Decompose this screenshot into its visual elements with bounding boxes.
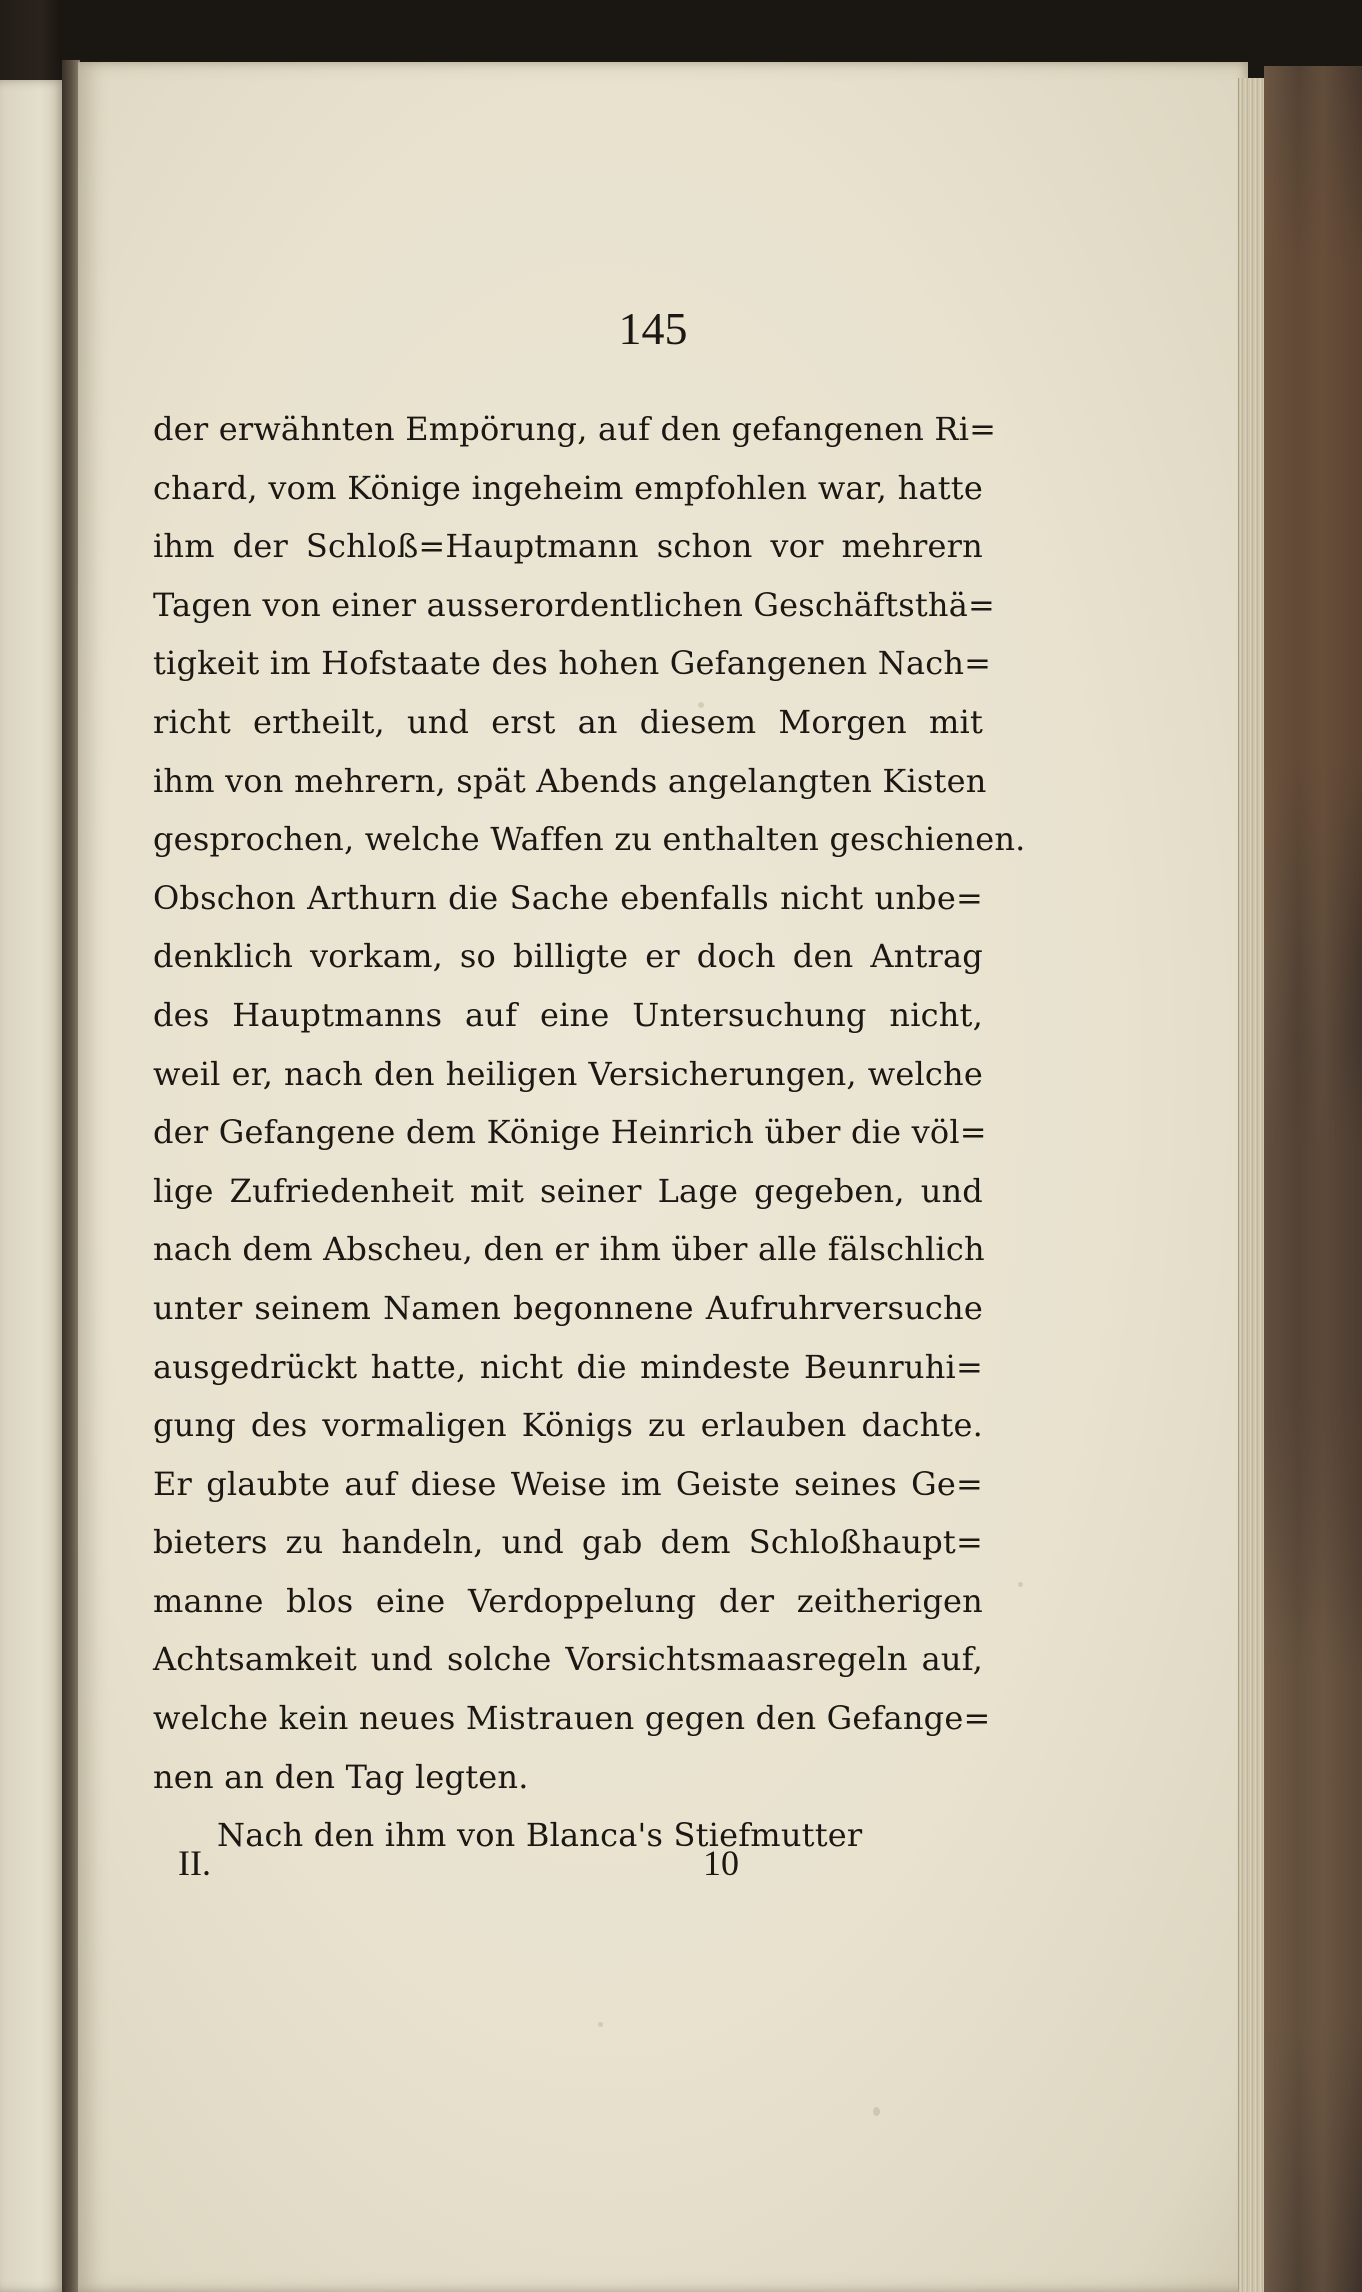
text-line: richt ertheilt, und erst an diesem Morgen mit: [153, 702, 983, 741]
book-cover-edge: [1264, 66, 1362, 2292]
text-line: chard, vom Könige ingeheim empfohlen war, hatte: [153, 468, 983, 507]
text-line: lige Zufriedenheit mit seiner Lage gegeben, und: [153, 1171, 983, 1210]
text-line: unter seinem Namen begonnene Aufruhrversuche: [153, 1288, 983, 1327]
book-page: [78, 62, 1248, 2292]
text-line: der Gefangene dem Könige Heinrich über die völ=: [153, 1113, 987, 1152]
text-line: welche kein neues Mistrauen gegen den Gefange=: [153, 1699, 991, 1738]
text-line: gung des vormaligen Königs zu erlauben dachte.: [153, 1406, 983, 1445]
text-line: gesprochen, welche Waffen zu enthalten geschienen.: [153, 820, 1026, 859]
text-line: Achtsamkeit und solche Vorsichtsmaasregeln auf,: [153, 1640, 983, 1679]
text-line: ihm der Schloß=Hauptmann schon vor mehrern: [153, 527, 983, 566]
paper-speck: [873, 2107, 880, 2116]
signature-mark: II.: [178, 1843, 211, 1883]
page-number: 145: [618, 303, 688, 354]
paper-speck: [598, 2022, 603, 2027]
paper-speck: [1018, 1582, 1023, 1587]
text-line: der erwähnten Empörung, auf den gefangenen Ri=: [153, 410, 997, 448]
text-line: manne blos eine Verdoppelung der zeitherigen: [153, 1581, 983, 1620]
facing-page-edge: [0, 80, 66, 2292]
text-line: ausgedrückt hatte, nicht die mindeste Beunruhi=: [153, 1347, 983, 1386]
text-line: Nach den ihm von Blanca's Stiefmutter: [217, 1816, 863, 1855]
page-block-edges: [1238, 78, 1265, 2292]
text-line: ihm von mehrern, spät Abends angelangten Kisten: [153, 761, 987, 800]
text-line: des Hauptmanns auf eine Untersuchung nicht,: [153, 995, 983, 1034]
page-footer: [153, 1842, 983, 1892]
sheet-number: 10: [703, 1843, 739, 1883]
text-line: denklich vorkam, so billigte er doch den Antrag: [153, 937, 983, 976]
text-line: Er glaubte auf diese Weise im Geiste seines Ge=: [153, 1464, 983, 1503]
text-line: nen an den Tag legten.: [153, 1757, 529, 1796]
body-text: [153, 400, 1026, 1865]
text-line: weil er, nach den heiligen Versicherungen, welche: [153, 1054, 983, 1093]
text-line: Tagen von einer ausserordentlichen Geschäftsthä=: [153, 585, 996, 624]
text-line: nach dem Abscheu, den er ihm über alle fälschlich: [153, 1230, 985, 1269]
text-line: bieters zu handeln, und gab dem Schloßhaupt=: [153, 1523, 983, 1562]
text-line: tigkeit im Hofstaate des hohen Gefangenen Nach=: [153, 644, 992, 683]
text-line: Obschon Arthurn die Sache ebenfalls nicht unbe=: [153, 878, 983, 917]
